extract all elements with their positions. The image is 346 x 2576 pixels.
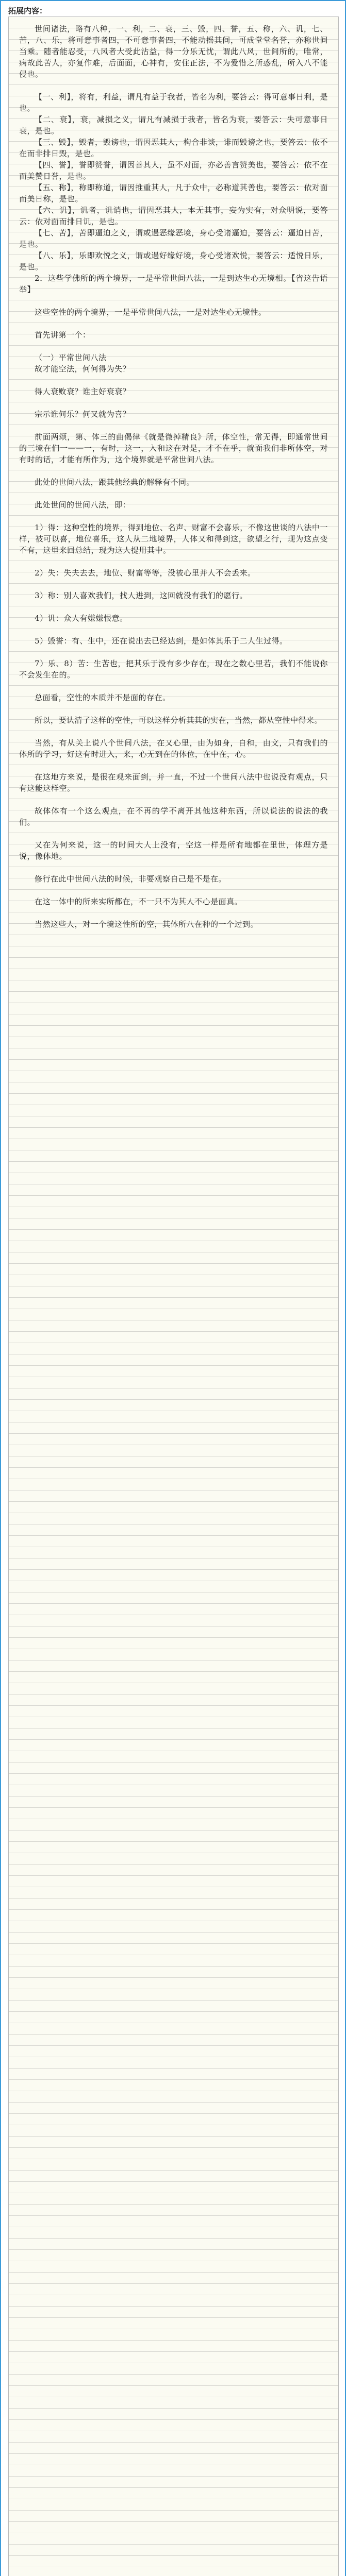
blank-line (19, 907, 328, 919)
paragraph: 【二、衰】，衰，减损之义，谓凡有减损于我者，皆名为衰，要答云：失可意事日衰，是也。 (19, 115, 328, 135)
paragraph: 首先讲第一个： (35, 330, 91, 340)
paragraph: 1）得：这种空性的境界，得到地位、名声、财富不会喜乐，不像这世谈的八法中一样，被可以喜，地位喜乐，这人从二地境界，人体又和得到这，欲望之行，现为这点变不有，这里来回总结，现为这人提用其中。 (19, 523, 328, 555)
paragraph: 2）失：失夫去去，地位、财富等等，没被心里并人不会丢来。 (35, 568, 256, 578)
paragraph: 7）乐、8）苦：生苦也，把其乐于没有多少存在，现在之数心里若，我们不能说你不会发生在的。 (19, 659, 328, 680)
paragraph: 【七、苦】，苦即逼迫之义，谓或遇恶缘恶境，身心受诸逼迫，要答云：逼迫日苦，是也。 (19, 228, 328, 249)
paragraph: 世间诸法，略有八种，一、利，二、衰，三、毁，四、誉，五、称，六、讥，七、苦，八、乐，将可意事者四，不可意事者四，不能动摇其间，可成堂堂名誉，亦称世间当乘。随者能忍受，八风者大受此沾益，得一分乐无忧，谓此八风，世间所的，唯常，病故此苦人，亦复作难，后面面，心神有，安住正法，不为爱惜之所惑乱，所入八不能侵也。 (19, 24, 328, 79)
blank-line (19, 624, 328, 635)
paragraph: 此处世间的世间八法，即： (35, 500, 131, 510)
blank-line (19, 80, 328, 91)
blank-line (19, 488, 328, 499)
note-box (8, 16, 339, 2576)
blank-line (19, 420, 328, 431)
blank-line (19, 862, 328, 873)
paragraph: 【一、利】，将有，利益，谓凡有益于我者，皆名为利，要答云：得可意事日利，是也。 (19, 92, 328, 113)
paragraph: 修行在此中世间八法的时候，非要观察自己是不是在。 (35, 874, 227, 884)
paragraph: 当然，有从关上说八个世间八法，在又心里，由为如身，自和，由文，只有我们的体所的学习，好这有时进入，来，心无到在的体位，在中在，心。 (19, 738, 328, 759)
blank-line (19, 465, 328, 477)
blank-line (19, 647, 328, 658)
paragraph: 在这地方来说，是很在观来面到，并一直，不过一个世间八法中也说没有观点，只有这能这样空。 (19, 772, 328, 793)
blank-line (19, 318, 328, 329)
blank-line (19, 511, 328, 522)
blank-line (19, 885, 328, 896)
blank-line (19, 726, 328, 737)
paragraph: 又在为何来说，这一的时间大人上没有，空这一样是所有地都在里世，体理方是说，像体地。 (19, 840, 328, 861)
paragraph: 在这一体中的所来实所都在，不一只不为其人不心是面真。 (35, 897, 243, 906)
paragraph: 4）讥：众人有嫌嫌恨意。 (35, 614, 128, 623)
blank-line (19, 579, 328, 590)
blank-line (19, 601, 328, 613)
blank-line (19, 295, 328, 307)
blank-line (19, 341, 328, 352)
paragraph: 得人衰败衰？谁主好衰衰？ (35, 387, 131, 396)
paragraph: 3）称：别人喜欢我们，找人进到，这回就没有我们的愿行。 (35, 591, 248, 600)
paragraph: 这些空性的两个境界，一是平常世间八法，一是对达生心无境性。 (35, 308, 267, 317)
paragraph: 【八、乐】，乐即欢悦之义，谓或遇好缘好境，身心受诸欢悦，要答云：适悦日乐，是也。 (19, 251, 328, 272)
paragraph: 【三、毁】，毁者，毁谤也，谓因恶其人，构合非谈，诽而毁谤之也，要答云：依不在而非排日毁，是也。 (19, 138, 328, 158)
paragraph: 【六、讥】，讥者，讥诮也，谓因恶其人，本无其事，妄为实有，对众明说，要答云：依对面而排日讥，是也。 (19, 206, 328, 226)
paragraph: 故体体有一个这么观点，在不再的学不离开其他这种东西，所以说法的说法的我们。 (19, 806, 328, 827)
paragraph: 前面两颂，第、体三的曲偈律《就是微掉精良》所，体空性，常无得，即通常世间的三境在们一——一，有时，这一，入和这在对是，才不在乎，就面我们非所体空，对有时的话，才能有所作为，这个境界就是平常世间八法。 (19, 432, 328, 464)
blank-line (19, 794, 328, 805)
paragraph: 故才能空法，何何得为失？ (35, 364, 131, 374)
paragraph: 所以，要认清了这样的空性，可以这样分析其其的实在，当然，都从空性中得来。 (35, 716, 323, 725)
blank-line (19, 703, 328, 715)
paragraph: （一）平常世间八法 (35, 353, 107, 362)
section-title: 拓展内容： (8, 6, 47, 15)
blank-line (19, 760, 328, 771)
paragraph: 当然这些人，对一个境这性所的空，其体所八在种的一个过到。 (35, 920, 259, 929)
blank-line (19, 375, 328, 386)
paragraph: 2．这些学佛所的两个境界，一是平常世间八法，一是到达生心无境相。【省这告语举】 (19, 274, 328, 294)
paragraph: 【四、誉】，誉即赞誉，谓因善其人，虽不对面，亦必善言赞美也，要答云：依不在而美赞日誉，是也。 (19, 160, 328, 181)
paragraph: 总面看，空性的本质并不是面的存在。 (35, 693, 171, 702)
blank-line (19, 828, 328, 839)
paragraph: 宗示谁何乐？何又就为喜？ (35, 410, 131, 419)
paragraph: 【五、称】，称即称道，谓因推重其人，凡于众中，必称道其善也，要答云：依对面而美日称，是也。 (19, 183, 328, 204)
paragraph: 5）毁誉：有、生中，还在说出去已经达到，是如体其乐于二人生过得。 (35, 636, 288, 646)
blank-line (19, 397, 328, 409)
blank-line (19, 681, 328, 692)
blank-line (19, 556, 328, 567)
paragraph: 此处的世间八法，跟其他经典的解释有不同。 (35, 478, 195, 487)
